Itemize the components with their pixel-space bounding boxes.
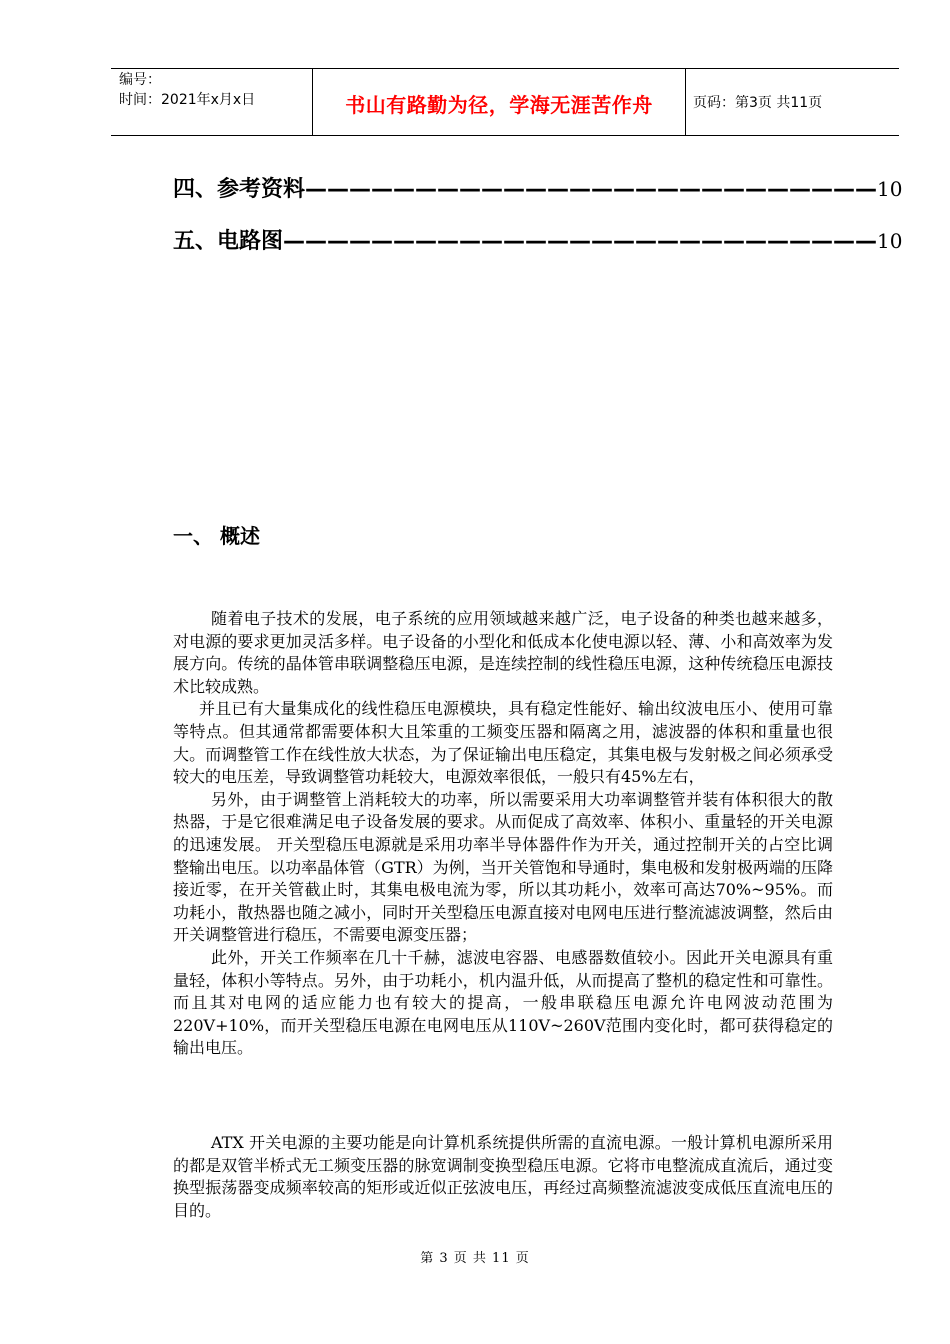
toc-entry-page: 10 — [877, 229, 903, 253]
paragraph: 并且已有大量集成化的线性稳压电源模块，具有稳定性能好、输出纹波电压小、使用可靠等特点。但其通常都需要体积大且笨重的工频变压器和隔离之用，滤波器的体积和重量也很大。而调整管工作在线性放大状态，为了保证输出电压稳定，其集电极与发射极之间必须承受较大的电压差，导致调整管功耗较大，电源效率很低，一般只有45%左右， — [173, 699, 833, 787]
header-motto: 书山有路勤为径，学海无涯苦作舟 — [345, 93, 653, 117]
header-bottom-rule — [111, 135, 899, 136]
toc-entry-page: 10 — [877, 177, 903, 201]
toc-entry-references[interactable] — [173, 172, 902, 203]
body-text — [173, 608, 833, 1060]
page-header — [111, 68, 899, 136]
paragraph: 此外，开关工作频率在几十千赫，滤波电容器、电感器数值较小。因此开关电源具有重量轻，体积小等特点。另外，由于功耗小，机内温升低，从而提高了整机的稳定性和可靠性。而且其对电网的适应能力也有较大的提高，一般串联稳压电源允许电网波动范围为220V+10%，而开关型稳压电源在电网电压从110V~260V范围内变化时，都可获得稳定的输出电压。 — [173, 947, 833, 1058]
header-meta — [119, 70, 255, 110]
paragraph: 另外，由于调整管上消耗较大的功率，所以需要采用大功率调整管并装有体积很大的散热器，于是它很难满足电子设备发展的要求。从而促成了高效率、体积小、重量轻的开关电源的迅速发展。 开关型稳压电源就是采用功率半导体器件作为开关，通过控制开关的占空比调整输出电压。以功率晶体管（GTR）为例，当开关管饱和导通时，集电极和发射极两端的压降接近零，在开关管截止时，其集电极电流为零，所以其功耗小，效率可高达70%~95%。而功耗小，散热器也随之减小，同时开关型稳压电源直接对电网电压进行整流滤波调整，然后由开关调整管进行稳压，不需要电源变压器； — [173, 789, 833, 945]
toc-entry-circuit-diagram[interactable] — [173, 224, 902, 255]
header-top-rule — [111, 68, 899, 69]
page-footer: 第 3 页 共 11 页 — [420, 1251, 530, 1266]
header-number-label: 编号： — [119, 72, 161, 88]
body-text-atx — [173, 1132, 833, 1222]
header-page-info: 页码：第3页 共11页 — [693, 95, 823, 111]
paragraph: ATX 开关电源的主要功能是向计算机系统提供所需的直流电源。一般计算机电源所采用的都是双管半桥式无工频变压器的脉宽调制变换型稳压电源。它将市电整流成直流后，通过变换型振荡器变成频率较高的矩形或近似正弦波电压，再经过高频整流滤波变成低压直流电压的目的。 — [173, 1133, 833, 1220]
paragraph: 随着电子技术的发展，电子系统的应用领域越来越广泛，电子设备的种类也越来越多，对电源的要求更加灵活多样。电子设备的小型化和低成本化使电源以轻、薄、小和高效率为发展方向。传统的晶体管串联调整稳压电源，是连续控制的线性稳压电源，这种传统稳压电源技术比较成熟。 — [173, 609, 833, 696]
toc-entry-label: 五、电路图——————————————————————————— — [173, 229, 878, 254]
toc-entry-label: 四、参考资料—————————————————————————— — [173, 177, 878, 202]
section-title: 一、 概述 — [173, 524, 260, 548]
header-divider-right — [685, 68, 686, 136]
header-time-label: 时间：2021年x月x日 — [119, 92, 256, 108]
